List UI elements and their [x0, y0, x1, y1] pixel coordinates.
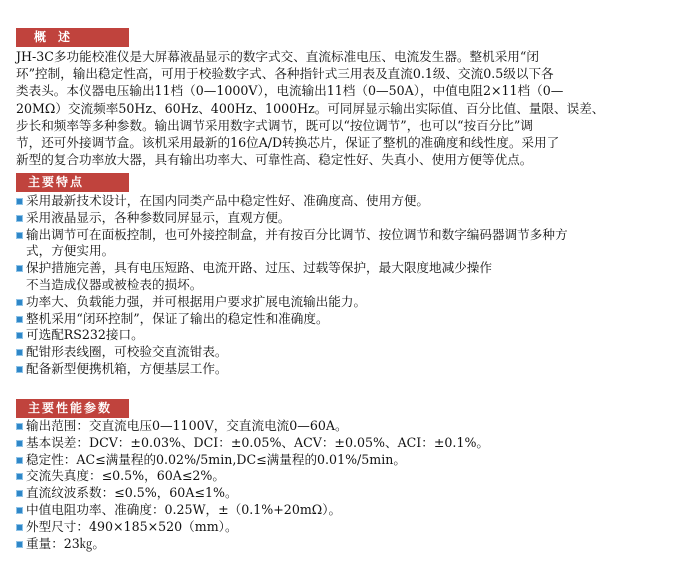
square-bullet-icon	[16, 215, 23, 222]
specs-item-text: 稳定性：AC≤满量程的0.02%/5min,DC≤满量程的0.01%/5min。	[26, 451, 406, 467]
features-item-text: 采用最新技术设计，在国内同类产品中稳定性好、准确度高、使用方便。	[26, 193, 429, 208]
square-bullet-icon	[16, 423, 23, 430]
specs-list-item	[16, 536, 696, 553]
square-bullet-icon	[16, 473, 23, 480]
features-item-text: 配备新型便携机箱，方便基层工作。	[26, 360, 228, 376]
features-list-item	[16, 311, 696, 328]
features-item-text: 整机采用“闭环控制”，保证了输出的稳定性和准确度。	[26, 310, 329, 326]
specs-item-text: 交流失真度：≤0.5%，60A≤2%。	[26, 468, 225, 484]
specs-list-item	[16, 468, 696, 485]
section-heading-specs-label: 主要性能参数	[28, 401, 113, 415]
specs-list-item	[16, 418, 696, 435]
square-bullet-icon	[16, 507, 23, 514]
square-bullet-icon	[16, 490, 23, 497]
square-bullet-icon	[16, 232, 23, 239]
features-list-item	[16, 294, 696, 311]
specs-item-text: 重量：23㎏。	[26, 535, 105, 551]
section-heading-features-label: 主要特点	[28, 175, 85, 189]
specs-item-text: 输出范围：交直流电压0—1100V，交直流电流0—60A。	[26, 418, 348, 433]
features-list-item	[16, 193, 696, 210]
square-bullet-icon	[16, 349, 23, 356]
specs-list-item	[16, 519, 696, 536]
section-heading-features	[16, 173, 129, 192]
features-list-item	[16, 361, 696, 378]
specs-item-text: 外型尺寸：490×185×520（mm）。	[26, 518, 238, 534]
features-list-item	[16, 210, 696, 227]
section-heading-overview	[16, 28, 129, 47]
overview-paragraph: JH-3C多功能校准仪是大屏幕液晶显示的数字式交、直流标准电压、电流发生器。整机采用“闭 环”控制，输出稳定性高，可用于校验数字式、各种指针式三用表及直流0.1级、交流0.5级以下各 类表头。本仪器电压输出11档（0—1000V），电流输出11档（0—50A），中值电阻2×11档（0— 20MΩ）交流频率50Hz、60Hz、400Hz、1000Hz。可同屏显示输出实际值、百分比值、量限、误差、 步长和频率等多种参数。输出调节采用数字式调节，既可以“按位调节”，也可以“按百分比”调 节，还可外接调节盒。该机采用最新的16位A/D转换芯片，保证了整机的准确度和线性度。采用了 新型的复合功率放大器，具有输出功率大、可靠性高、稳定性好、失真小、使用方便等优点。	[16, 49, 605, 168]
square-bullet-icon	[16, 316, 23, 323]
square-bullet-icon	[16, 265, 23, 272]
specs-list-item	[16, 485, 696, 502]
square-bullet-icon	[16, 299, 23, 306]
specs-list	[16, 418, 696, 552]
section-heading-specs	[16, 399, 129, 418]
square-bullet-icon	[16, 366, 23, 373]
specs-item-text: 基本误差：DCV：±0.03%、DCI：±0.05%、ACV：±0.05%、ACI：±0.1%。	[26, 434, 490, 450]
specs-item-text: 中值电阻功率、准确度：0.25W，±（0.1%+20mΩ）。	[26, 501, 342, 517]
features-list-item	[16, 227, 696, 261]
specs-list-item	[16, 502, 696, 519]
square-bullet-icon	[16, 524, 23, 531]
square-bullet-icon	[16, 541, 23, 548]
features-item-text: 可选配RS232接口。	[26, 327, 144, 343]
features-list	[16, 193, 696, 378]
features-list-item	[16, 327, 696, 344]
features-item-text: 功率大、负载能力强，并可根据用户要求扩展电流输出能力。	[26, 293, 367, 309]
section-heading-overview-label: 概述	[34, 30, 83, 44]
specs-list-item	[16, 452, 696, 469]
features-item-text: 采用液晶显示，各种参数同屏显示，直观方便。	[26, 209, 291, 225]
features-item-text: 输出调节可在面板控制，也可外接控制盒，并有按百分比调节、按位调节和数字编码器调节多种方 式，方便实用。	[26, 226, 568, 259]
square-bullet-icon	[16, 457, 23, 464]
square-bullet-icon	[16, 332, 23, 339]
features-list-item	[16, 344, 696, 361]
features-list-item	[16, 260, 696, 294]
specs-item-text: 直流纹波系数：≤0.5%，60A≤1%。	[26, 485, 238, 501]
square-bullet-icon	[16, 198, 23, 205]
features-item-text: 保护措施完善，具有电压短路、电流开路、过压、过载等保护，最大限度地减少操作 不当造成仪器或被检表的损坏。	[26, 260, 492, 292]
features-item-text: 配钳形表线圈，可校验交直流钳表。	[26, 344, 228, 360]
square-bullet-icon	[16, 440, 23, 447]
specs-list-item	[16, 435, 696, 452]
